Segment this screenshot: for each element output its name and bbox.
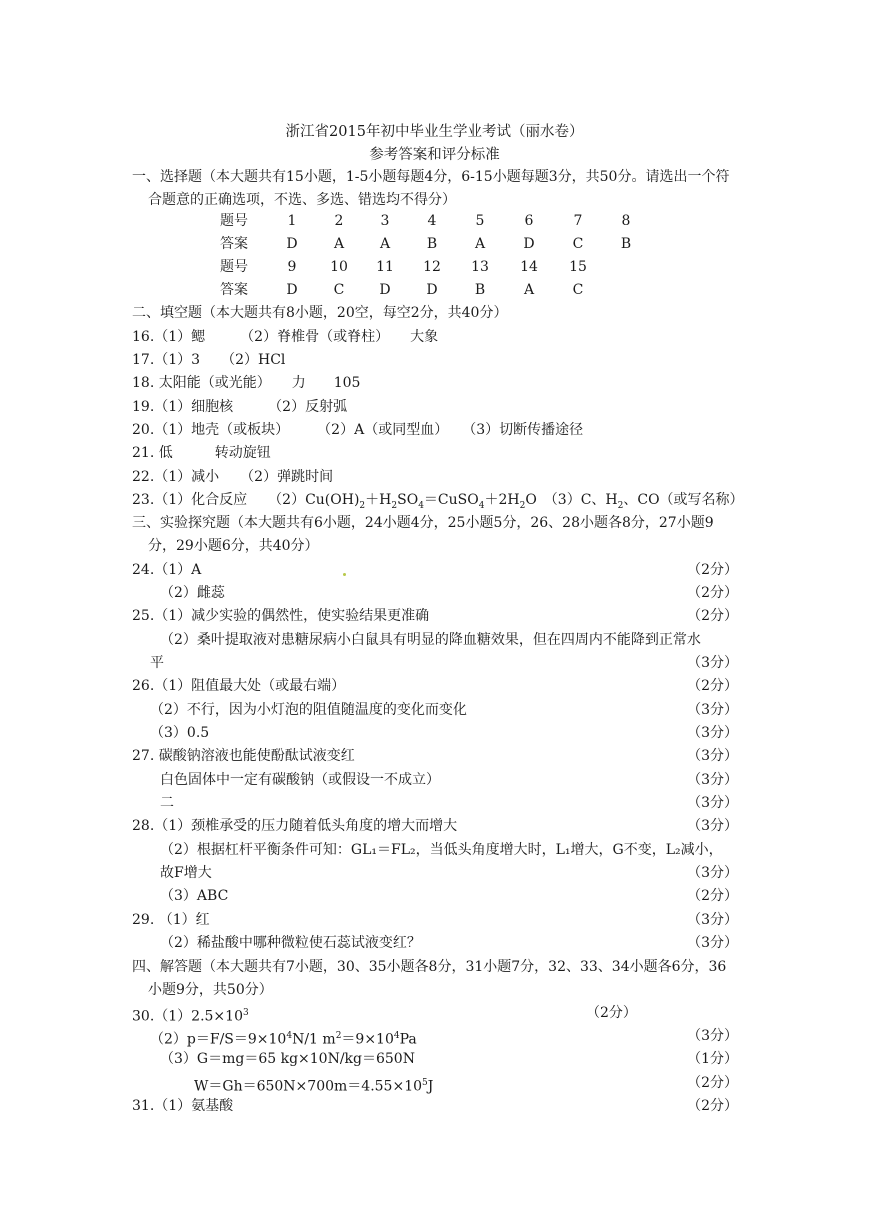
answer-line: 19.（1）细胞核 （2）反射弧 — [132, 399, 348, 415]
answer-line: 24.（1）A （2分） — [132, 562, 738, 578]
answer-line: 22.（1）减小 （2）弹跳时间 — [132, 469, 334, 485]
answer-line: $W=Gh=650N\times 700m=4.55\times 10^5J$ （2分） — [194, 1075, 738, 1095]
answer-line: 26.（1）阻值最大处（或最右端） （2分） — [132, 678, 738, 694]
answer-line: 29. （1）红 （3分） — [132, 912, 738, 928]
answer-line: 20.（1）地壳（或板块） （2）A（或同型血） （3）切断传播途径 — [132, 422, 584, 438]
section-4-heading: 四、解答题（本大题共有7小题，30、35小题各8分，31小题7分，32、33、34小题各6分，36小题9分，共50分） — [132, 959, 727, 998]
answer-line: （2）根据杠杆平衡条件可知：GL₁＝FL₂，当低头角度增大时，L₁增大，G不变，L₂减小， — [160, 842, 723, 858]
answer-line: （2）雌蕊 （2分） — [160, 585, 738, 601]
section-1-heading: 一、选择题（本大题共有15小题，1-5小题每题4分，6-15小题每题3分，共50分。请选出一个符合题意的正确选项，不选、多选、错选均不得分） — [132, 169, 730, 208]
answer-line: 21. 低 转动旋钮 — [132, 445, 271, 461]
answer-line: 25.（1）减少实验的偶然性，使实验结果更准确 （2分） — [132, 608, 738, 624]
answer-page: 浙江省2015年初中毕业生学业考试（丽水卷） 参考答案和评分标准 一、选择题（本大题共有15小题，1-5小题每题4分，6-15小题每题3分，共50分。请选出一个符合题意的正确选项，不选、多选、错选均不得分） 题号 1 2 3 4 5 6 7 8 答案 D A A B A D C B 题号 9 10 11 12 13 14 15 答案 D C D D B A C 二、填空题（本大题共有8小题，20空，每空2分，共40分） 16.（1）鳃 （2）脊椎骨（或脊柱） 大象 17.（1）3 （2）HCl 18. 太阳能（或光能） 力 105 19.（1）细胞核 （2）反射弧 20.（1）地壳（或板块） （2）A（或同型血） （3）切断传播途径 21. 低 转动旋钮 22.（1）减小 （2）弹跳时间 23.（1）化合反应 $(2)Cu(OH)_2+H_2SO_4=CuSO_4+2H_2O$ （3）C、$H_2$、CO（或写名称） 三、实验探究题（本大题共有6小题，24小题4分，25小题5分，26、28小题各8分，27小题9分，29小题6分，共40分） 24.（1）A （2分） （2）雌蕊 （2分） 25.（1）减少实验的偶然性，使实验结果更准确 （2分） （2）桑叶提取液对患糖尿病小白鼠具有明显的降血糖效果，但在四周内不能降到正常水 平 （3分） 26.（1）阻值最大处（或最右端） （2分） （2）不行，因为小灯泡的阻值随温度的变化而变化 （3分） （3）0.5 （3分） 27. 碳酸钠溶液也能使酚酞试液变红 （3分） 白色固体中一定有碳酸钠（或假设一不成立） （3分） 二 （3分） 28.（1）颈椎承受的压力随着低头角度的增大而增大 （3分） （2）根据杠杆平衡条件可知：GL₁＝FL₂，当低头角度增大时，L₁增大，G不变，L₂减小， 故F增大 （3分） （3）ABC （2分） 29. （1）红 （3分） （2）稀盐酸中哪种微粒使石蕊试液变红？ （3分） 四、解答题（本大题共有7小题，30、35小题各8分，31小题7分，32、33、34小题各6分，36小题9分，共50分） $30.(1)2.5\times 10^3$ （2分） $(2)p=F/S=9\times 10^4N/1$ $m^2=9\times 10^4Pa$ （3分） （3）G＝mg＝65 kg×10N/kg＝650N （1分） $W=Gh=650N\times 700m=4.55\times 10^5J$ （2分） 31.（1）氨基酸 （2分） — [0, 0, 869, 1228]
answer-line: 平 （3分） — [150, 655, 738, 671]
answer-line: 故F增大 （3分） — [160, 865, 738, 881]
answer-line-23: 23.（1）化合反应 $(2)Cu(OH)_2+H_2SO_4=CuSO_4+2H_2O$ （3）C、$H_2$、CO（或写名称） — [132, 492, 744, 511]
answer-line: （3）0.5 （3分） — [150, 725, 738, 741]
answer-line: 27. 碳酸钠溶液也能使酚酞试液变红 （3分） — [132, 748, 738, 764]
page-title: 浙江省2015年初中毕业生学业考试（丽水卷） — [285, 124, 584, 140]
answer-line: 17.（1）3 （2）HCl — [132, 352, 286, 368]
answer-line: 31.（1）氨基酸 （2分） — [132, 1098, 738, 1114]
answer-line: （2）稀盐酸中哪种微粒使石蕊试液变红？ （3分） — [160, 935, 738, 951]
answer-line: （3）ABC （2分） — [160, 888, 738, 904]
page-subtitle: 参考答案和评分标准 — [369, 147, 500, 163]
section-3-heading: 三、实验探究题（本大题共有6小题，24小题4分，25小题5分，26、28小题各8分，27小题9分，29小题6分，共40分） — [132, 515, 714, 554]
answer-line: 16.（1）鳃 （2）脊椎骨（或脊柱） 大象 — [132, 329, 439, 345]
answer-line: （2）桑叶提取液对患糖尿病小白鼠具有明显的降血糖效果，但在四周内不能降到正常水 — [160, 632, 701, 648]
answer-line — [132, 489, 744, 512]
answer-line: $(2)p=F/S=9\times 10^4N/1$ $m^2=9\times 10^4Pa$ （3分） — [150, 1028, 738, 1048]
answer-line: 二 （3分） — [160, 795, 738, 811]
answer-line: （2）不行，因为小灯泡的阻值随温度的变化而变化 （3分） — [150, 702, 738, 718]
answer-line: （3）G＝mg＝65 kg×10N/kg＝650N （1分） — [160, 1051, 738, 1067]
answer-line: $30.(1)2.5\times 10^3$ （2分） — [132, 1005, 637, 1025]
section-2-heading: 二、填空题（本大题共有8小题，20空，每空2分，共40分） — [132, 305, 508, 321]
answer-line: 18. 太阳能（或光能） 力 105 — [132, 375, 361, 391]
speck-mark — [343, 573, 346, 576]
answer-line: 白色固体中一定有碳酸钠（或假设一不成立） （3分） — [160, 772, 738, 788]
answer-line: 28.（1）颈椎承受的压力随着低头角度的增大而增大 （3分） — [132, 818, 738, 834]
